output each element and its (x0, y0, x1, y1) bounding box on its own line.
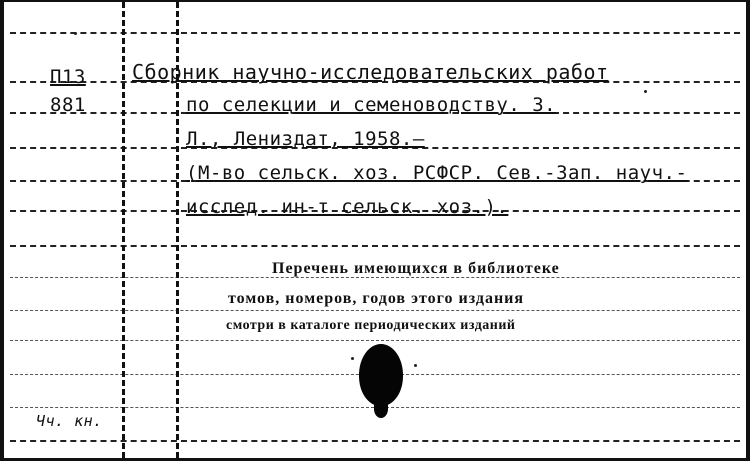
title-line-1: Сборник научно-исследовательских работ (132, 60, 609, 84)
stamp-line-2: томов, номеров, годов этого издания (228, 290, 525, 307)
punch-hole-tip (374, 400, 388, 418)
call-number-line-2: 881 (50, 94, 86, 116)
punch-hole (359, 344, 403, 406)
stamp-line-1: Перечень имеющихся в библиотеке (272, 260, 560, 277)
card-rule (10, 32, 740, 34)
call-number-line-1: П13 (50, 66, 86, 88)
series-line-1: (М-во сельск. хоз. РСФСР. Сев.-Зап. науч.- (186, 162, 688, 184)
card-rule (10, 340, 740, 341)
card-rule (10, 245, 740, 247)
ink-speck (351, 357, 354, 360)
card-rule (10, 440, 740, 442)
corner-note: Чч. кн. (36, 412, 103, 430)
ink-speck (644, 90, 647, 93)
margin-line-left (122, 2, 125, 458)
title-line-2: по селекции и семеноводству. 3. (186, 94, 557, 116)
ink-speck (414, 364, 417, 367)
stamp-line-3: смотри в каталоге периодических изданий (226, 318, 516, 333)
ink-speck (74, 32, 77, 35)
series-line-2: исслед. ин-т сельск. хоз.). (186, 196, 509, 218)
card-rule (10, 310, 740, 311)
imprint-line: Л., Лениздат, 1958.— (186, 128, 425, 150)
